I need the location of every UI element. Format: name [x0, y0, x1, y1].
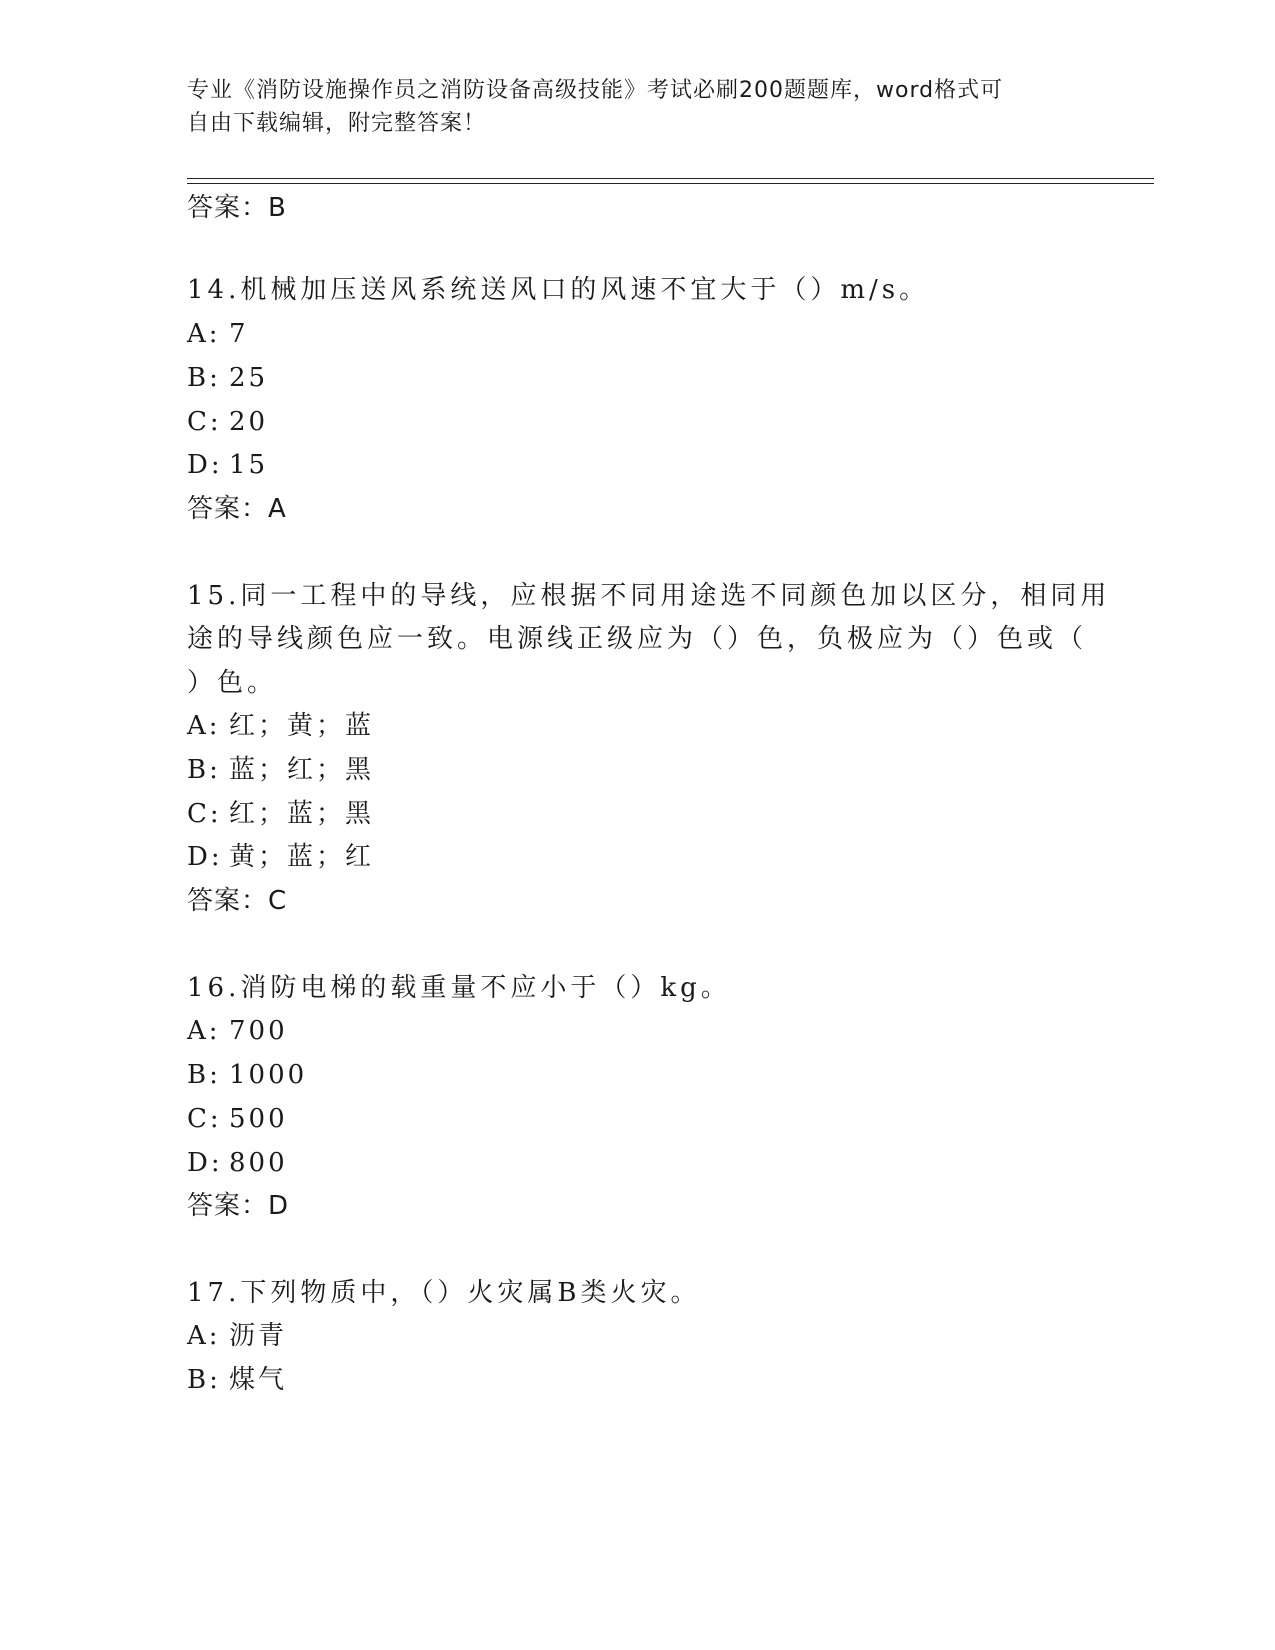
question-16-answer: 答案：D: [187, 1191, 290, 1221]
question-15-text-line-1: 15.同一工程中的导线，应根据不同用途选不同颜色加以区分，相同用: [187, 581, 1111, 611]
question-15-option-c: C: 红；蓝；黑: [187, 799, 375, 829]
question-15-option-d: D: 黄；蓝；红: [187, 842, 375, 872]
question-14-option-c: C: 20: [187, 407, 269, 437]
question-17-text: 17.下列物质中，（）火灾属B类火灾。: [187, 1278, 701, 1308]
question-16-option-a: A: 700: [187, 1016, 288, 1046]
question-16-text: 16.消防电梯的载重量不应小于（）kg。: [187, 973, 731, 1003]
question-14-option-b: B: 25: [187, 363, 269, 393]
question-14-answer: 答案：A: [187, 494, 287, 524]
question-15-option-b: B: 蓝；红；黑: [187, 755, 375, 785]
document-header: [187, 74, 1087, 140]
previous-answer: 答案：B: [187, 193, 287, 223]
header-divider-bottom: [187, 183, 1154, 184]
question-15-option-a: A: 红；黄；蓝: [187, 711, 375, 741]
question-17-option-a: A: 沥青: [187, 1321, 288, 1351]
question-15-answer: 答案：C: [187, 886, 288, 916]
header-line-2: 自由下载编辑，附完整答案！: [187, 111, 487, 136]
question-16-option-b: B: 1000: [187, 1060, 308, 1090]
question-17-option-b: B: 煤气: [187, 1365, 288, 1395]
question-15-text-line-3: ）色。: [187, 668, 278, 698]
question-16-option-c: C: 500: [187, 1104, 288, 1134]
question-14-option-d: D: 15: [187, 450, 269, 480]
header-line-1: 专业《消防设施操作员之消防设备高级技能》考试必刷200题题库，word格式可: [187, 78, 1004, 103]
question-14-option-a: A: 7: [187, 319, 249, 349]
question-14-text: 14.机械加压送风系统送风口的风速不宜大于（）m/s。: [187, 275, 930, 305]
question-16-option-d: D: 800: [187, 1148, 288, 1178]
question-15-text-line-2: 途的导线颜色应一致。电源线正级应为（）色，负极应为（）色或（: [187, 624, 1088, 654]
header-divider-top: [187, 178, 1154, 179]
